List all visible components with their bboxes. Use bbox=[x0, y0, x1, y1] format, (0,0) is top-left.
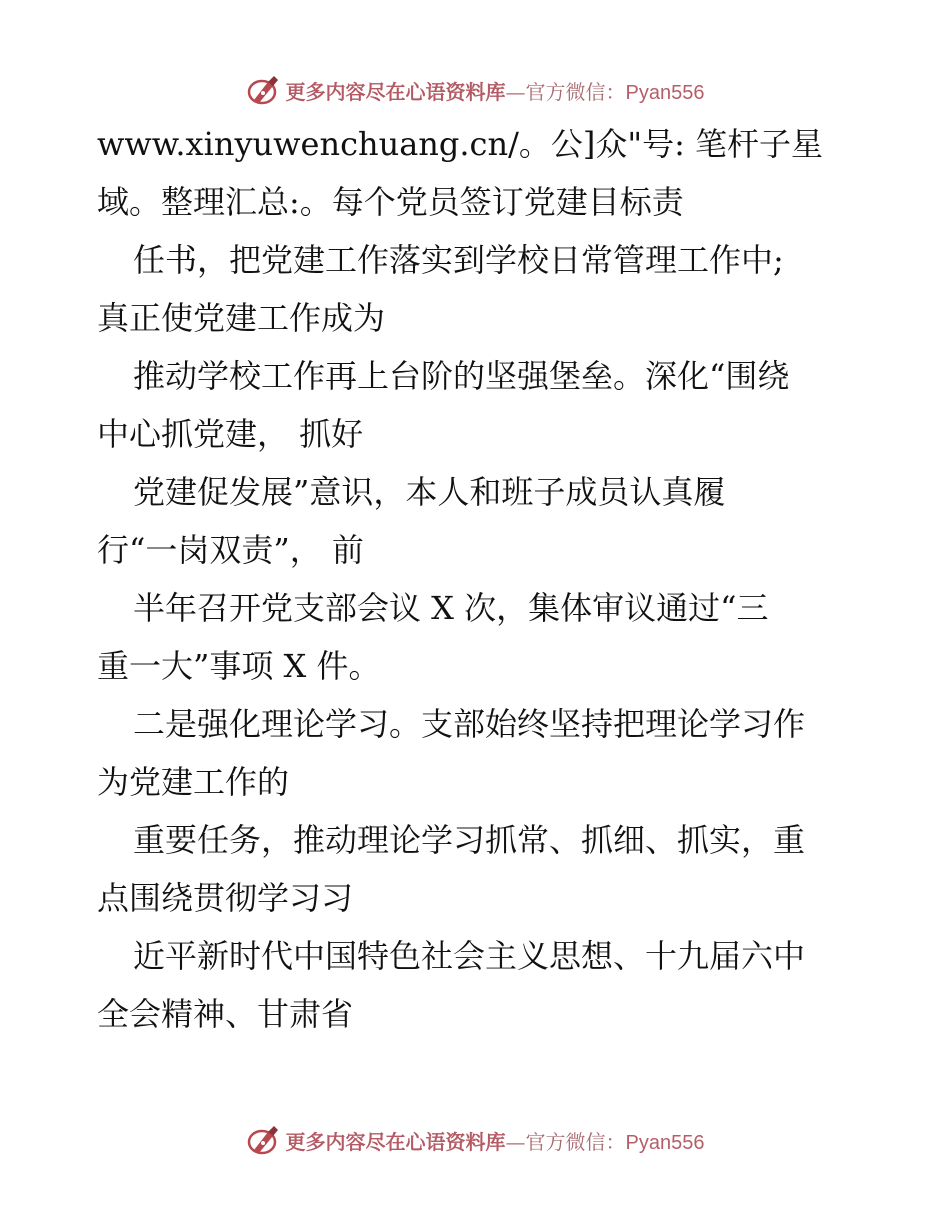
text-line-5: 推动学校工作再上台阶的坚强堡垒。深化“围绕 bbox=[133, 357, 790, 395]
text-line-11: 二是强化理论学习。支部始终坚持把理论学习作 bbox=[133, 705, 806, 743]
banner-title: 更多内容尽在心语资料库 bbox=[285, 79, 506, 104]
banner-dash: — bbox=[505, 1129, 526, 1154]
header-banner bbox=[0, 70, 950, 110]
text-line-8: 行“一岗双责”， 前 bbox=[97, 531, 364, 569]
text-line-7: 党建促发展”意识，本人和班子成员认真履 bbox=[133, 473, 726, 511]
text-line-14: 点围绕贯彻学习习 bbox=[97, 879, 354, 917]
text-line-1: www.xinyuwenchuang.cn/。公]众"号: 笔杆子星 bbox=[97, 125, 824, 163]
footer-banner bbox=[0, 1120, 950, 1160]
pen-nib-logo-icon bbox=[246, 1122, 282, 1158]
pen-nib-logo-icon bbox=[246, 72, 282, 108]
text-line-12: 为党建工作的 bbox=[97, 763, 290, 801]
text-line-16: 全会精神、甘肃省 bbox=[97, 995, 354, 1033]
banner-wechat-id: Pyan556 bbox=[625, 1131, 705, 1154]
text-line-9: 半年召开党支部会议 X 次，集体审议通过“三 bbox=[133, 589, 769, 627]
text-line-15: 近平新时代中国特色社会主义思想、十九届六中 bbox=[133, 937, 806, 975]
banner-title: 更多内容尽在心语资料库 bbox=[285, 1129, 506, 1154]
text-line-3: 任书，把党建工作落实到学校日常管理工作中; bbox=[133, 241, 784, 279]
text-line-6: 中心抓党建， 抓好 bbox=[97, 415, 364, 453]
text-line-10: 重一大”事项 X 件。 bbox=[97, 647, 381, 685]
text-line-2: 域。整理汇总:。每个党员签订党建目标责 bbox=[97, 183, 684, 221]
text-line-4: 真正使党建工作成为 bbox=[97, 299, 386, 337]
banner-text bbox=[286, 1126, 705, 1155]
banner-wechat-id: Pyan556 bbox=[625, 81, 705, 104]
banner-wechat-label: 官方微信： bbox=[525, 1129, 626, 1154]
text-line-13: 重要任务，推动理论学习抓常、抓细、抓实，重 bbox=[133, 821, 806, 859]
banner-text bbox=[286, 76, 705, 105]
banner-dash: — bbox=[505, 79, 526, 104]
banner-wechat-label: 官方微信： bbox=[525, 79, 626, 104]
